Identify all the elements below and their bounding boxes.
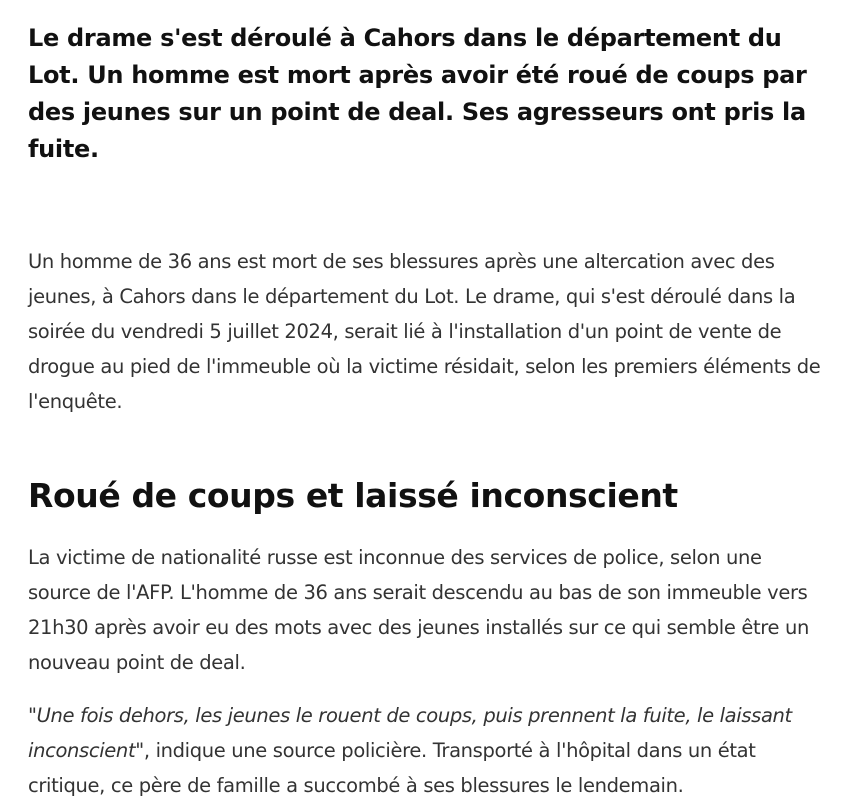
- quote-attribution-text: ", indique une source policière. Transporté à l'hôpital dans un état critique, ce père de famille a succombé à ses blessures le lendemain.: [28, 739, 756, 797]
- article-paragraph: Un homme de 36 ans est mort de ses blessures après une altercation avec des jeunes, à Cahors dans le département du Lot. Le drame, qui s'est déroulé dans la soirée du vendredi 5 juillet 2024, serait lié à l'installation d'un point de vente de drogue au pied de l'immeuble où la victime résidait, selon les premiers éléments de l'enquête.: [28, 250, 821, 413]
- article-subheading: Roué de coups et laissé inconscient: [28, 476, 678, 515]
- open-quote-mark: ": [28, 704, 37, 727]
- article-lead: Le drame s'est déroulé à Cahors dans le département du Lot. Un homme est mort après avoir été roué de coups par des jeunes sur un point de deal. Ses agresseurs ont pris la fuite.: [28, 24, 807, 163]
- article-paragraph-quote: [28, 698, 828, 803]
- police-quote: Une fois dehors, les jeunes le rouent de coups, puis prennent la fuite, le laissant inconscient: [28, 704, 792, 762]
- article-paragraph: La victime de nationalité russe est inconnue des services de police, selon une source de l'AFP. L'homme de 36 ans serait descendu au bas de son immeuble vers 21h30 après avoir eu des mots avec des jeunes installés sur ce qui semble être un nouveau point de deal.: [28, 546, 810, 674]
